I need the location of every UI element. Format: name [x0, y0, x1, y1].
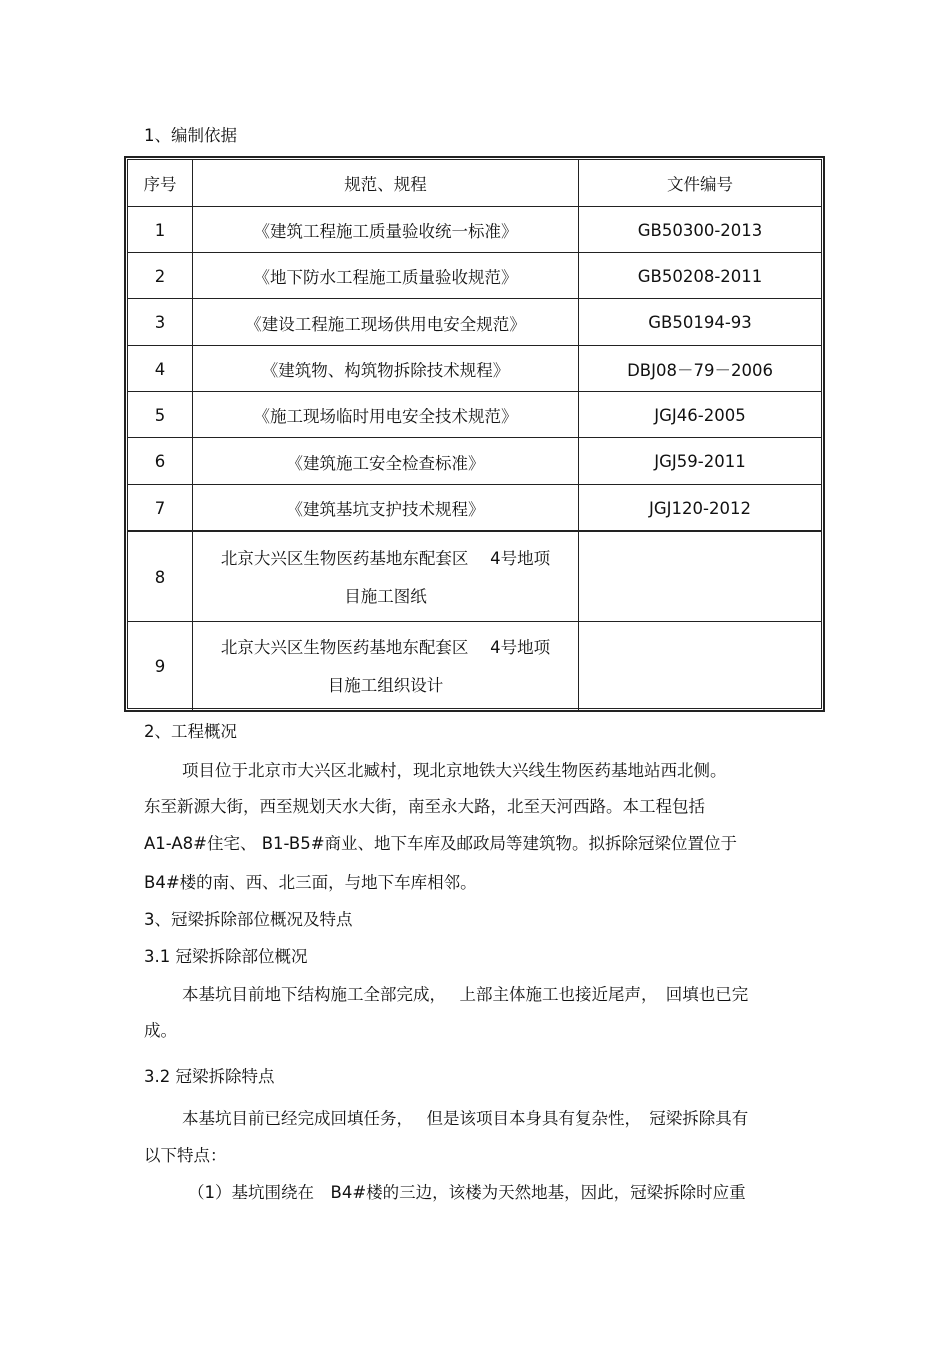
row-name: 《建筑基坑支护技术规程》 — [192, 485, 578, 531]
row-name-line: 目施工组织设计 — [327, 675, 444, 695]
row-code: JGJ120-2012 — [578, 485, 821, 531]
paragraph-line: B4#楼的南、西、北三面，与地下车库相邻。 — [144, 873, 477, 892]
row-code — [578, 532, 821, 623]
table-row — [128, 298, 821, 346]
standards-table — [124, 156, 825, 712]
paragraph-line: 以下特点： — [144, 1146, 227, 1165]
header-code: 文件编号 — [578, 160, 821, 206]
header-name: 规范、规程 — [192, 160, 578, 206]
row-no: 7 — [154, 498, 166, 518]
subsection-heading: 3.1 冠梁拆除部位概况 — [144, 947, 308, 966]
row-name-line: 目施工图纸 — [344, 586, 427, 606]
row-name: 《建筑物、构筑物拆除技术规程》 — [192, 346, 578, 392]
row-name: 《建筑工程施工质量验收统一标准》 — [192, 207, 578, 253]
list-item: （1）基坑围绕在 B4#楼的三边，该楼为天然地基，因此，冠梁拆除时应重 — [188, 1183, 746, 1202]
row-no: 5 — [154, 405, 166, 425]
section-heading: 2、工程概况 — [144, 722, 237, 741]
header-no: 序号 — [143, 175, 177, 194]
row-no: 8 — [154, 568, 166, 587]
row-code: JGJ59-2011 — [578, 438, 821, 485]
table-row — [128, 206, 821, 253]
row-name: 《施工现场临时用电安全技术规范》 — [192, 392, 578, 438]
paragraph-line: 本基坑目前地下结构施工全部完成， 上部主体施工也接近尾声， 回填也已完 — [182, 985, 749, 1004]
row-no: 9 — [154, 657, 166, 676]
row-no: 3 — [154, 313, 166, 332]
paragraph-line: 东至新源大街，西至规划天水大街，南至永大路，北至天河西路。本工程包括 — [144, 797, 705, 816]
paragraph-line: A1-A8#住宅、 B1-B5#商业、地下车库及邮政局等建筑物。拟拆除冠梁位置位于 — [144, 834, 738, 853]
row-name-line: 北京大兴区生物医药基地东配套区 4号地项 — [220, 548, 551, 568]
row-code: GB50300-2013 — [578, 207, 821, 253]
row-name — [192, 532, 578, 623]
section-heading: 1、编制依据 — [144, 126, 237, 145]
row-code — [578, 622, 821, 711]
row-name: 《建筑施工安全检查标准》 — [192, 438, 578, 485]
row-name: 《建设工程施工现场供用电安全规范》 — [192, 299, 578, 346]
table-row — [128, 437, 821, 485]
row-no: 6 — [154, 452, 166, 471]
table-row — [128, 484, 821, 531]
paragraph-line: 项目位于北京市大兴区北臧村，现北京地铁大兴线生物医药基地站西北侧。 — [182, 761, 727, 780]
section-heading: 3、冠梁拆除部位概况及特点 — [144, 910, 353, 929]
table-row — [128, 252, 821, 299]
row-name — [192, 622, 578, 711]
subsection-heading: 3.2 冠梁拆除特点 — [144, 1067, 275, 1086]
paragraph-line: 成。 — [144, 1021, 177, 1040]
paragraph-line: 本基坑目前已经完成回填任务， 但是该项目本身具有复杂性， 冠梁拆除具有 — [182, 1109, 749, 1128]
table-row — [128, 621, 821, 711]
table-row — [128, 391, 821, 438]
table-row — [128, 345, 821, 392]
row-code: GB50208-2011 — [578, 253, 821, 299]
table-row — [128, 530, 821, 623]
row-name: 《地下防水工程施工质量验收规范》 — [192, 253, 578, 299]
row-no: 2 — [154, 266, 166, 286]
row-no: 1 — [154, 220, 166, 240]
table-header-row — [128, 160, 821, 206]
row-code: DBJ08－79－2006 — [578, 346, 821, 392]
row-code: GB50194-93 — [578, 299, 821, 346]
row-name-line: 北京大兴区生物医药基地东配套区 4号地项 — [220, 637, 551, 657]
row-code: JGJ46-2005 — [578, 392, 821, 438]
row-no: 4 — [154, 359, 166, 379]
